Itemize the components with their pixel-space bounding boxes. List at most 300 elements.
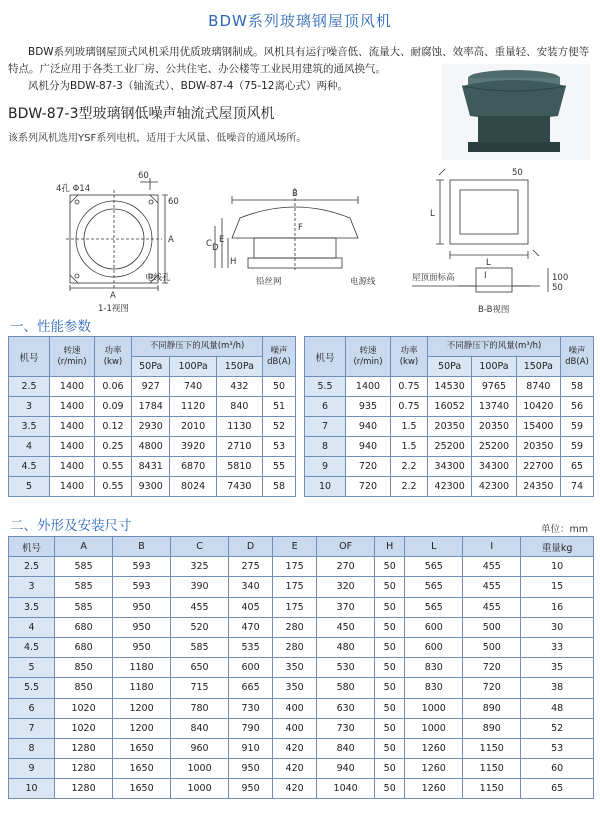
table-cell: 470 [229,617,273,637]
table-cell: 480 [317,637,375,657]
table-cell: 270 [317,557,375,577]
table-cell: 1650 [113,738,171,758]
table-cell: 1784 [132,397,170,417]
label-dim60b: 60 [168,197,179,207]
cell-model: 5.5 [9,678,55,698]
table-row [9,577,594,597]
label-cable-hole: 电线孔 [145,273,171,283]
table-cell: 1020 [55,718,113,738]
table-cell: 1400 [346,377,391,397]
cell-model: 3 [9,577,55,597]
table-cell: 325 [171,557,229,577]
table-cell: 740 [170,377,216,397]
table-cell: 780 [171,698,229,718]
table-cell: 50 [375,698,405,718]
table-cell: 940 [317,759,375,779]
label-F: F [298,223,303,233]
table-cell: 20350 [472,417,516,437]
cell-model: 3.5 [9,597,55,617]
table-row [305,377,594,397]
label-A-bottom: A [110,291,116,301]
table-cell: 580 [317,678,375,698]
table-cell: 340 [229,577,273,597]
table-cell: 9765 [472,377,516,397]
label-dim100: 100 [552,273,569,283]
cell-model: 5 [9,658,55,678]
table-cell: 25200 [472,437,516,457]
cell-model: 4 [9,617,55,637]
table-header-cell: B [113,537,171,557]
table-cell: 51 [263,397,296,417]
table-cell: 3920 [170,437,216,457]
table-cell: 840 [171,718,229,738]
table-cell: 55 [263,457,296,477]
table-header-cell: E [273,537,317,557]
table-cell: 585 [55,557,113,577]
performance-table-left [8,336,296,497]
cell-model: 8 [305,437,346,457]
cell-model: 7 [305,417,346,437]
table-cell: 850 [55,658,113,678]
table-cell: 53 [263,437,296,457]
cell-model: 6 [9,698,55,718]
cell-model: 10 [9,779,55,799]
table-row [305,477,594,497]
table-cell: 960 [171,738,229,758]
th-flow: 不同静压下的风量(m³/h) [428,337,561,357]
table-cell: 50 [375,779,405,799]
table-cell: 0.55 [95,477,132,497]
table-header-cell: L [405,537,463,557]
table-cell: 1000 [171,779,229,799]
table-cell: 9300 [132,477,170,497]
table-cell: 6870 [170,457,216,477]
table-cell: 2.2 [391,457,428,477]
table-cell: 890 [463,698,521,718]
table-cell: 53 [521,738,594,758]
cell-model: 3.5 [9,417,50,437]
table-cell: 1040 [317,779,375,799]
table-cell: 0.75 [391,397,428,417]
table-cell: 34300 [428,457,472,477]
table-row [9,759,594,779]
table-cell: 1260 [405,779,463,799]
table-cell: 400 [273,718,317,738]
table-cell: 52 [521,718,594,738]
table-header-cell: A [55,537,113,557]
section-performance-title: 一、性能参数 [10,319,91,335]
table-cell: 50 [375,678,405,698]
cell-model: 5 [9,477,50,497]
th-speed: 转速 (r/min) [346,337,391,377]
table-cell: 1150 [463,738,521,758]
table-header-cell: 机号 [9,537,55,557]
table-cell: 58 [561,377,594,397]
cell-model: 4 [9,437,50,457]
cell-model: 6 [305,397,346,417]
table-cell: 350 [273,658,317,678]
th-flow: 不同静压下的风量(m³/h) [132,337,263,357]
th-power: 功率 (kw) [391,337,428,377]
table-row [9,437,296,457]
label-view11: 1-1视图 [98,304,129,314]
table-header-cell: OF [317,537,375,557]
performance-table-right [304,336,594,497]
table-cell: 15400 [516,417,560,437]
table-cell: 0.09 [95,397,132,417]
table-cell: 455 [171,597,229,617]
model-note: 该系列风机选用YSF系列电机，适用于大风量、低噪音的通风场所。 [8,133,307,144]
table-cell: 1260 [405,759,463,779]
label-mesh: 铅丝网 [256,277,282,287]
table-cell: 530 [317,658,375,678]
th-power: 功率 (kw) [95,337,132,377]
table-row [9,377,296,397]
label-D: D [212,243,219,253]
unit-label: 单位：mm [540,524,588,535]
table-cell: 50 [375,718,405,738]
table-row [305,397,594,417]
table-cell: 520 [171,617,229,637]
table-cell: 15 [521,577,594,597]
th-speed: 转速 (r/min) [50,337,95,377]
table-cell: 1400 [50,457,95,477]
table-cell: 1280 [55,759,113,779]
label-C: C [206,239,212,249]
table-cell: 650 [171,658,229,678]
table-cell: 20350 [428,417,472,437]
fan-product-image [442,64,590,160]
th-model: 机号 [305,337,346,377]
table-row [9,718,594,738]
table-cell: 22700 [516,457,560,477]
table-cell: 7430 [216,477,262,497]
table-cell: 585 [171,637,229,657]
table-cell: 500 [463,637,521,657]
table-cell: 450 [317,617,375,637]
table-cell: 10420 [516,397,560,417]
table-cell: 1150 [463,759,521,779]
table-cell: 175 [273,597,317,617]
table-row [9,417,296,437]
table-cell: 630 [317,698,375,718]
table-cell: 320 [317,577,375,597]
table-cell: 890 [463,718,521,738]
table-cell: 370 [317,597,375,617]
table-cell: 59 [561,437,594,457]
th-p100: 100Pa [170,357,216,377]
table-cell: 400 [273,698,317,718]
table-cell: 33 [521,637,594,657]
table-row [9,617,594,637]
cell-model: 8 [9,738,55,758]
table-cell: 720 [346,477,391,497]
th-p50: 50Pa [428,357,472,377]
table-cell: 730 [229,698,273,718]
table-row [9,658,594,678]
table-cell: 50 [375,577,405,597]
table-cell: 50 [375,759,405,779]
table-cell: 1200 [113,698,171,718]
table-cell: 58 [263,477,296,497]
table-cell: 420 [273,759,317,779]
table-cell: 350 [273,678,317,698]
table-row [9,597,594,617]
table-header-cell: 重量kg [521,537,594,557]
table-cell: 280 [273,637,317,657]
table-cell: 56 [561,397,594,417]
table-cell: 1180 [113,678,171,698]
table-cell: 42300 [472,477,516,497]
table-cell: 535 [229,637,273,657]
table-cell: 1130 [216,417,262,437]
cell-model: 4.5 [9,637,55,657]
table-cell: 50 [375,617,405,637]
table-cell: 840 [216,397,262,417]
label-dim50: 50 [512,168,523,178]
table-cell: 1400 [50,437,95,457]
th-noise: 噪声 dB(A) [561,337,594,377]
table-cell: 74 [561,477,594,497]
table-cell: 720 [463,658,521,678]
table-cell: 0.75 [391,377,428,397]
table-cell: 1200 [113,718,171,738]
label-dim50b: 50 [552,283,563,293]
table-cell: 565 [405,557,463,577]
label-L-bottom: L [486,258,491,268]
table-cell: 65 [521,779,594,799]
table-cell: 940 [346,437,391,457]
table-row [305,437,594,457]
table-cell: 935 [346,397,391,417]
table-row [9,397,296,417]
page-title: BDW系列玻璃钢屋顶风机 [208,12,392,30]
label-power-line: 电源线 [350,277,376,287]
label-H: H [230,257,237,267]
label-A-right: A [168,235,174,245]
label-dim60a: 60 [138,171,149,181]
table-cell: 59 [561,417,594,437]
table-cell: 50 [375,597,405,617]
th-noise: 噪声 dB(A) [263,337,296,377]
table-cell: 34300 [472,457,516,477]
table-cell: 35 [521,658,594,678]
table-cell: 2010 [170,417,216,437]
table-cell: 0.25 [95,437,132,457]
table-cell: 2.2 [391,477,428,497]
table-cell: 275 [229,557,273,577]
th-p100: 100Pa [472,357,516,377]
label-B: B [292,189,298,199]
intro-paragraph-1: BDW系列玻璃钢屋顶式风机采用优质玻璃钢制成。风机具有运行噪音低、流量大、耐腐蚀、效率高、重量轻、安装方便等特点。广泛应用于各类工业厂房、公共住宅、办公楼等工业民用建筑的通风换气。 [8,46,590,75]
table-cell: 565 [405,577,463,597]
table-cell: 1000 [405,718,463,738]
table-cell: 1000 [405,698,463,718]
table-header-cell: C [171,537,229,557]
table-row [9,678,594,698]
table-cell: 14530 [428,377,472,397]
label-roof-elev: 屋顶面标高 [412,273,455,283]
table-cell: 8024 [170,477,216,497]
table-header-cell: H [375,537,405,557]
table-cell: 600 [405,637,463,657]
table-cell: 455 [463,597,521,617]
table-cell: 720 [346,457,391,477]
table-cell: 432 [216,377,262,397]
table-cell: 600 [229,658,273,678]
section-dimensions-title: 二、外形及安装尺寸 [10,518,132,534]
table-cell: 42300 [428,477,472,497]
table-cell: 16052 [428,397,472,417]
installation-diagrams [0,160,600,320]
table-cell: 60 [521,759,594,779]
table-cell: 0.12 [95,417,132,437]
table-cell: 730 [317,718,375,738]
table-cell: 50 [375,738,405,758]
table-header-cell: D [229,537,273,557]
table-cell: 5810 [216,457,262,477]
table-cell: 950 [113,637,171,657]
table-cell: 38 [521,678,594,698]
table-cell: 16 [521,597,594,617]
table-cell: 600 [405,617,463,637]
table-cell: 24350 [516,477,560,497]
th-p150: 150Pa [216,357,262,377]
table-cell: 950 [229,779,273,799]
table-cell: 280 [273,617,317,637]
table-cell: 665 [229,678,273,698]
table-cell: 420 [273,779,317,799]
table-cell: 48 [521,698,594,718]
intro-paragraph-2: 风机分为BDW-87-3（轴流式）、BDW-87-4（75-12离心式）两种。 [28,80,348,92]
table-row [305,417,594,437]
table-cell: 390 [171,577,229,597]
table-cell: 0.06 [95,377,132,397]
cell-model: 9 [9,759,55,779]
table-cell: 175 [273,577,317,597]
table-cell: 593 [113,577,171,597]
table-cell: 593 [113,557,171,577]
table-cell: 50 [375,557,405,577]
cell-model: 5.5 [305,377,346,397]
table-cell: 0.55 [95,457,132,477]
cell-model: 4.5 [9,457,50,477]
table-cell: 8740 [516,377,560,397]
table-cell: 1400 [50,397,95,417]
table-cell: 1650 [113,779,171,799]
table-row [9,738,594,758]
table-cell: 1280 [55,738,113,758]
table-cell: 840 [317,738,375,758]
table-cell: 950 [113,617,171,637]
cell-model: 9 [305,457,346,477]
table-cell: 405 [229,597,273,617]
table-cell: 13740 [472,397,516,417]
table-cell: 1150 [463,779,521,799]
table-row [305,457,594,477]
table-cell: 1020 [55,698,113,718]
table-cell: 8431 [132,457,170,477]
cell-model: 7 [9,718,55,738]
table-cell: 1180 [113,658,171,678]
label-L-left: L [430,209,435,219]
table-cell: 1400 [50,417,95,437]
label-bb-view: B-B视图 [478,305,510,315]
table-row [9,457,296,477]
table-cell: 65 [561,457,594,477]
table-cell: 715 [171,678,229,698]
table-cell: 50 [375,658,405,678]
table-cell: 1280 [55,779,113,799]
table-cell: 565 [405,597,463,617]
table-cell: 50 [375,637,405,657]
table-cell: 1400 [50,377,95,397]
table-cell: 950 [113,597,171,617]
table-cell: 1000 [171,759,229,779]
table-cell: 420 [273,738,317,758]
table-cell: 830 [405,678,463,698]
table-cell: 910 [229,738,273,758]
table-cell: 680 [55,637,113,657]
th-p150: 150Pa [516,357,560,377]
th-model: 机号 [9,337,50,377]
table-cell: 4800 [132,437,170,457]
table-cell: 20350 [516,437,560,457]
dimensions-table [8,536,594,799]
table-cell: 950 [229,759,273,779]
table-cell: 1120 [170,397,216,417]
table-cell: 175 [273,557,317,577]
table-cell: 1400 [50,477,95,497]
table-cell: 830 [405,658,463,678]
table-cell: 1.5 [391,417,428,437]
cell-model: 10 [305,477,346,497]
table-cell: 2930 [132,417,170,437]
table-cell: 30 [521,617,594,637]
table-cell: 927 [132,377,170,397]
model-heading: BDW-87-3型玻璃钢低噪声轴流式屋顶风机 [8,106,275,122]
cell-model: 3 [9,397,50,417]
table-row [9,477,296,497]
table-row [9,637,594,657]
table-cell: 455 [463,557,521,577]
table-cell: 585 [55,577,113,597]
table-cell: 1650 [113,759,171,779]
table-cell: 2710 [216,437,262,457]
table-cell: 50 [263,377,296,397]
table-cell: 720 [463,678,521,698]
table-cell: 455 [463,577,521,597]
label-I: I [484,271,487,281]
table-cell: 585 [55,597,113,617]
table-row [9,779,594,799]
table-row [9,557,594,577]
table-row [9,698,594,718]
table-cell: 940 [346,417,391,437]
th-p50: 50Pa [132,357,170,377]
label-E: E [219,235,225,245]
cell-model: 2.5 [9,557,55,577]
table-cell: 500 [463,617,521,637]
table-cell: 10 [521,557,594,577]
label-holes: 4孔 Φ14 [56,184,91,194]
cell-model: 2.5 [9,377,50,397]
table-header-cell: I [463,537,521,557]
table-cell: 1260 [405,738,463,758]
table-cell: 850 [55,678,113,698]
table-cell: 25200 [428,437,472,457]
table-cell: 680 [55,617,113,637]
